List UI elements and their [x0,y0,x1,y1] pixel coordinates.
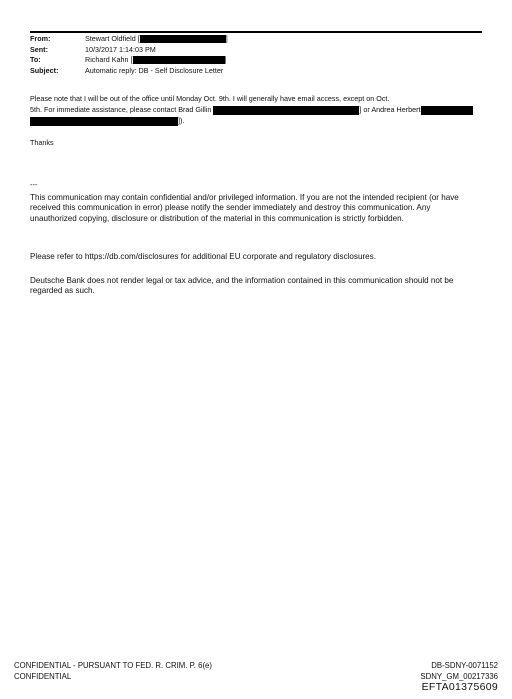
bates-number: SDNY_GM_00217336 [420,671,498,681]
body-text: ] or Andrea Herbert [359,105,421,114]
from-label: From: [30,34,51,43]
message-body [30,93,473,126]
body-line [30,115,473,126]
from-name: Stewart Oldfield [ [85,34,140,43]
subject-value: Automatic reply: DB - Self Disclosure Letter [85,65,224,75]
bates-number: DB-SDNY-0071152 [431,661,498,670]
from-bracket: ] [225,34,228,43]
from-value [85,34,228,45]
redaction-box [133,56,225,64]
redaction-box [30,117,178,126]
redaction-box [421,106,473,115]
body-text: 5th. For immediate assistance, please contact Brad Gillin [30,105,212,114]
footer-right [420,661,498,693]
to-label: To: [30,55,41,64]
body-line [30,104,473,115]
redaction-box [140,35,226,43]
efta-number: EFTA01375609 [421,681,498,693]
body-line: Please note that I will be out of the office until Monday Oct. 9th. I will generally have email access, except on Oct. [30,94,390,103]
sent-label: Sent: [30,44,48,54]
to-bracket: ] [224,55,227,64]
footer-left [14,661,212,682]
disclosure-paragraph: Please refer to https://db.com/disclosures for additional EU corporate and regulatory disclosures. [30,252,376,261]
thanks-text: Thanks [30,138,54,147]
body-text: ]). [178,116,185,125]
confidential-label: CONFIDENTIAL [14,671,72,681]
legal-advice-paragraph: Deutsche Bank does not render legal or tax advice, and the information contained in this communication should not be regarded as such. [30,276,454,296]
confidential-notice: CONFIDENTIAL - PURSUANT TO FED. R. CRIM. P. 6(e) [14,661,212,670]
separator: --- [30,180,38,189]
subject-label: Subject: [30,65,59,75]
sent-value: 10/3/2017 1:14:03 PM [85,44,156,54]
redaction-box [213,106,359,115]
header-divider [30,31,482,33]
to-value [85,55,227,66]
to-name: Richard Kahn [ [85,55,133,64]
disclaimer-paragraph: This communication may contain confidential and/or privileged information. If you are not the intended recipient (or have received this communication in error) please notify the sender immediately and destroy this communication. Any unauthorized copying, disclosure or distribution of the material in this communication is strictly forbidden. [30,193,459,223]
